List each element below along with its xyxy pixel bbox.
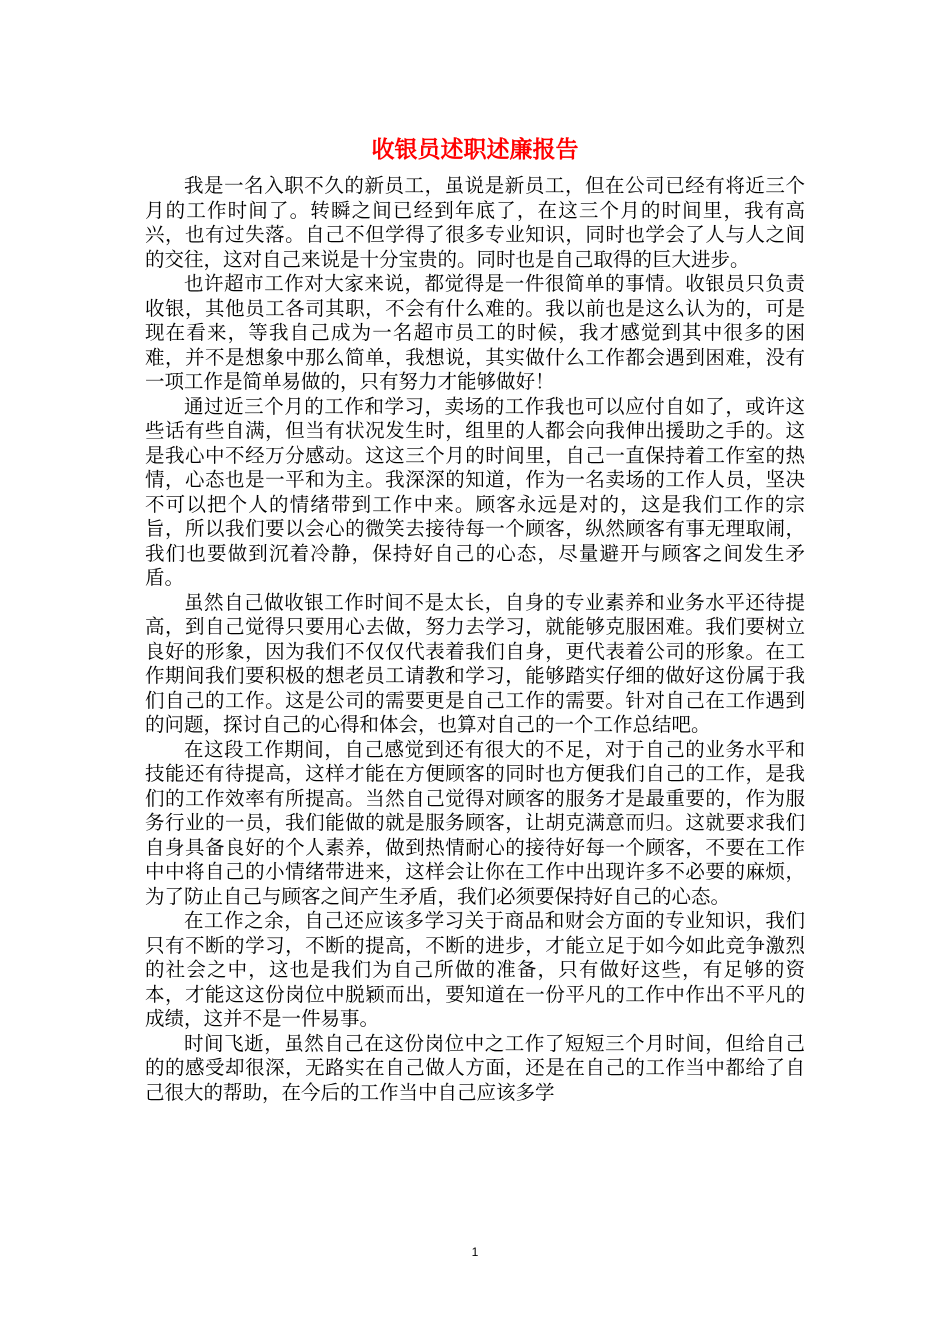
document-title: 收银员述职述廉报告 — [371, 136, 579, 163]
paragraph: 在工作之余，自己还应该多学习关于商品和财会方面的专业知识，我们只有不断的学习，不断的提高，不断的进步，才能立足于如今如此竞争激烈的社会之中，这也是我们为自己所做的准备，只有做好这些，有足够的资本，才能这这份岗位中脱颖而出，要知道在一份平凡的工作中作出不平凡的成绩，这并不是一件易事。 — [145, 909, 805, 1030]
paragraph: 通过近三个月的工作和学习，卖场的工作我也可以应付自如了，或许这些话有些自满，但当有状况发生时，组里的人都会向我伸出援助之手的。这是我心中不经万分感动。这这三个月的时间里，自己一直保持着工作室的热情，心态也是一平和为主。我深深的知道，作为一名卖场的工作人员，坚决不可以把个人的情绪带到工作中来。顾客永远是对的，这是我们工作的宗旨，所以我们要以会心的微笑去接待每一个顾客，纵然顾客有事无理取闹，我们也要做到沉着冷静，保持好自己的心态，尽量避开与顾客之间发生矛盾。 — [145, 394, 805, 589]
paragraph: 在这段工作期间，自己感觉到还有很大的不足，对于自己的业务水平和技能还有待提高，这样才能在方便顾客的同时也方便我们自己的工作，是我们的工作效率有所提高。当然自己觉得对顾客的服务才是最重要的，作为服务行业的一员，我们能做的就是服务顾客，让胡克满意而归。这就要求我们自身具备良好的个人素养，做到热情耐心的接待好每一个顾客，不要在工作中中将自己的小情绪带进来，这样会让你在工作中出现许多不必要的麻烦，为了防止自己与顾客之间产生矛盾，我们必须要保持好自己的心态。 — [145, 737, 805, 908]
paragraph: 也许超市工作对大家来说，都觉得是一件很简单的事情。收银员只负责收银，其他员工各司其职，不会有什么难的。我以前也是这么认为的，可是现在看来，等我自己成为一名超市员工的时候，我才感觉到其中很多的困难，并不是想象中那么简单，我想说，其实做什么工作都会遇到困难，没有一项工作是简单易做的，只有努力才能够做好！ — [145, 272, 805, 393]
paragraph: 我是一名入职不久的新员工，虽说是新员工，但在公司已经有将近三个月的工作时间了。转瞬之间已经到年底了，在这三个月的时间里，我有高兴，也有过失落。自己不但学得了很多专业知识，同时也学会了人与人之间的交往，这对自己来说是十分宝贵的。同时也是自己取得的巨大进步。 — [145, 174, 805, 271]
document-body — [145, 174, 805, 1105]
paragraph: 虽然自己做收银工作时间不是太长，自身的专业素养和业务水平还待提高，到自己觉得只要用心去做，努力去学习，就能够克服困难。我们要树立良好的形象，因为我们不仅仅代表着我们自身，更代表着公司的形象。在工作期间我们要积极的想老员工请教和学习，能够踏实仔细的做好这份属于我们自己的工作。这是公司的需要更是自己工作的需要。针对自己在工作遇到的问题，探讨自己的心得和体会，也算对自己的一个工作总结吧。 — [145, 590, 805, 736]
paragraph: 时间飞逝，虽然自己在这份岗位中之工作了短短三个月时间，但给自己的的感受却很深，无路实在自己做人方面，还是在自己的工作当中都给了自己很大的帮助，在今后的工作当中自己应该多学 — [145, 1031, 805, 1104]
page-number: 1 — [471, 1245, 479, 1259]
